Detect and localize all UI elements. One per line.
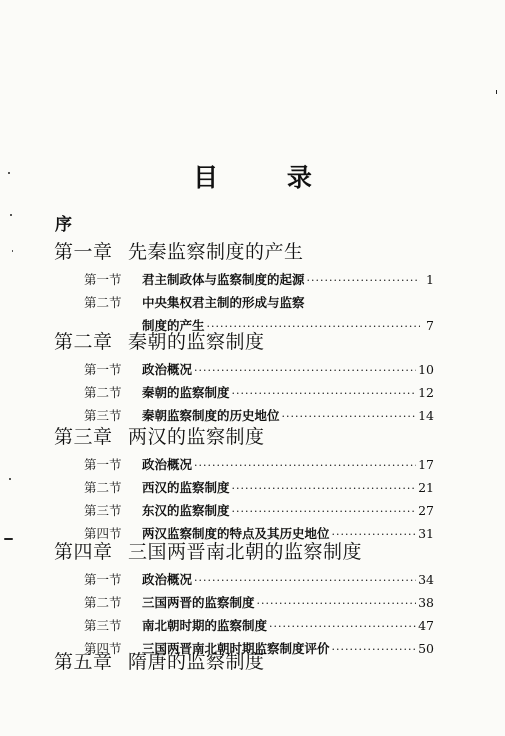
section-title: 西汉的监察制度: [142, 480, 230, 495]
section-number: 第四节: [84, 526, 122, 541]
section-title: 中央集权君主制的形成与监察: [142, 295, 305, 310]
chapter-title: 先秦监察制度的产生: [128, 241, 304, 263]
section-number: 第四节: [84, 641, 122, 656]
dot-leader: [232, 482, 417, 495]
section-number: 第二节: [84, 595, 122, 610]
dot-leader: [282, 410, 417, 423]
toc-title: 目 录: [193, 163, 342, 192]
page-number: 10: [418, 362, 434, 377]
chapter-heading: [54, 422, 265, 449]
section-entry: [84, 293, 434, 311]
preface-entry: 序: [55, 215, 72, 235]
dot-leader: [307, 274, 420, 287]
section-number: 第三节: [84, 618, 122, 633]
dot-leader: [232, 387, 417, 400]
section-number: 第三节: [84, 408, 122, 423]
page-number: 27: [418, 503, 434, 518]
section-title: 两汉监察制度的特点及其历史地位: [142, 526, 330, 541]
section-title: 秦朝监察制度的历史地位: [142, 408, 280, 423]
page-number: 31: [418, 526, 434, 541]
section-entry: [84, 501, 434, 519]
dot-leader: [332, 643, 417, 656]
chapter-title: 隋唐的监察制度: [128, 651, 265, 673]
section-title: 南北朝时期的监察制度: [142, 618, 268, 633]
page-number: 21: [418, 480, 434, 495]
section-title: 三国两晋南北朝时期监察制度评价: [142, 641, 330, 656]
page-number: 1: [426, 272, 434, 287]
section-entry: [84, 478, 434, 496]
section-entry: [84, 383, 434, 401]
page-number: 7: [426, 318, 434, 333]
page-number: 38: [418, 595, 434, 610]
section-title: 政治概况: [142, 572, 193, 587]
page-number: 34: [418, 572, 434, 587]
dot-leader: [194, 459, 416, 472]
section-title: 政治概况: [142, 457, 193, 472]
section-title-continued: 制度的产生: [142, 318, 205, 333]
chapter-number: 第五章: [54, 651, 113, 673]
section-title: 三国两晋的监察制度: [142, 595, 255, 610]
section-number: 第一节: [84, 572, 122, 587]
chapter-title: 秦朝的监察制度: [128, 331, 265, 353]
page-number: 17: [418, 457, 434, 472]
scan-speck: [10, 214, 12, 216]
section-entry: [84, 593, 434, 611]
dot-leader: [194, 364, 416, 377]
section-number: 第二节: [84, 385, 122, 400]
page-number: 12: [418, 385, 434, 400]
section-number: 第一节: [84, 272, 122, 287]
section-entry: [84, 360, 434, 378]
section-number: 第二节: [84, 480, 122, 495]
scan-speck: [4, 538, 13, 540]
chapter-heading: [54, 647, 265, 674]
section-title: 东汉的监察制度: [142, 503, 230, 518]
scan-speck: [9, 478, 11, 480]
section-entry: [84, 570, 434, 588]
chapter-number: 第一章: [54, 241, 113, 263]
section-entry: [84, 270, 434, 288]
chapter-heading: [54, 327, 265, 354]
dot-leader: [194, 574, 416, 587]
chapter-number: 第三章: [54, 426, 113, 448]
dot-leader: [257, 597, 417, 610]
page-number: 50: [418, 641, 434, 656]
scan-speck: [12, 250, 13, 252]
chapter-title: 三国两晋南北朝的监察制度: [128, 541, 363, 563]
chapter-number: 第四章: [54, 541, 113, 563]
scan-speck: [496, 90, 497, 94]
section-number: 第一节: [84, 362, 122, 377]
section-title: 君主制政体与监察制度的起源: [142, 272, 305, 287]
chapter-heading: [54, 537, 362, 564]
section-title: 秦朝的监察制度: [142, 385, 230, 400]
chapter-title: 两汉的监察制度: [128, 426, 265, 448]
section-entry: [84, 455, 434, 473]
dot-leader: [269, 620, 416, 633]
section-number: 第一节: [84, 457, 122, 472]
section-number: 第三节: [84, 503, 122, 518]
section-number: 第二节: [84, 295, 122, 310]
dot-leader: [232, 505, 417, 518]
page-number: 47: [418, 618, 434, 633]
section-entry: [84, 616, 434, 634]
section-title: 政治概况: [142, 362, 193, 377]
chapter-heading: [54, 237, 304, 264]
chapter-number: 第二章: [54, 331, 113, 353]
page-number: 14: [418, 408, 434, 423]
